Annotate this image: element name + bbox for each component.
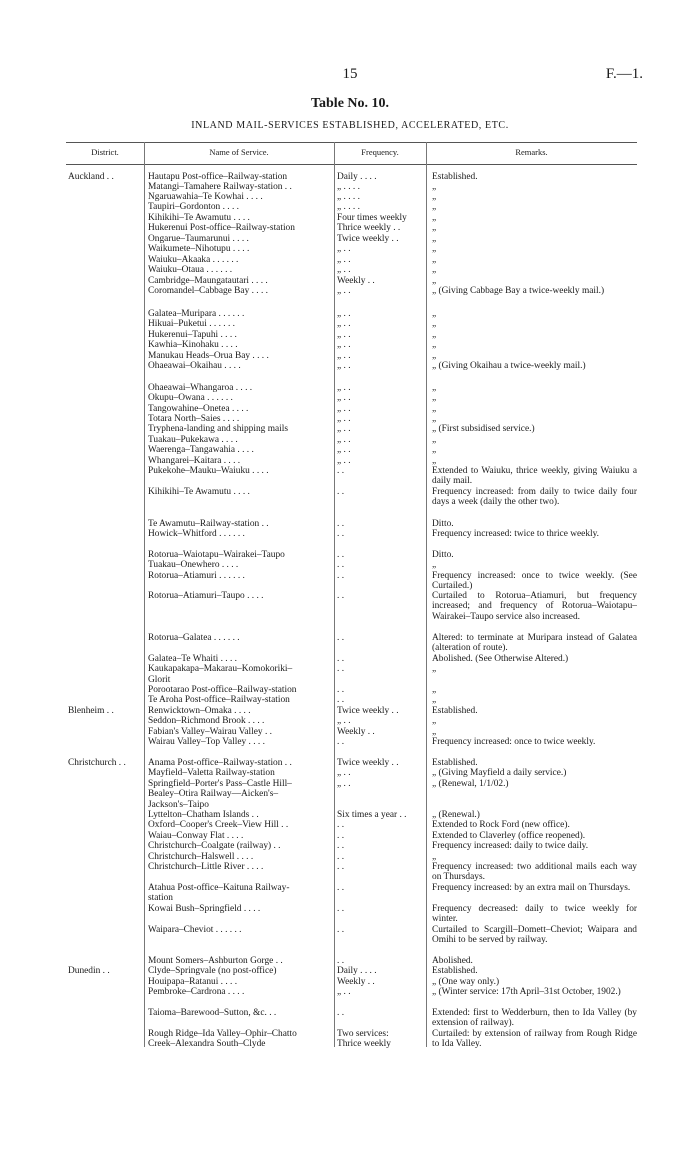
service-cell: Te Aroha Post-office–Railway-station [148,695,290,705]
remarks-cell: Frequency increased: daily to twice daily. [432,841,589,851]
service-cell: Christchurch–Little River . . . . [148,862,264,872]
frequency-cell: Weekly . . [337,727,375,737]
frequency-cell: . . [337,841,345,851]
service-cell: Rough Ridge–Ida Valley–Ophir–Chatto [148,1029,297,1039]
district-cell: Dunedin . . [68,966,110,976]
remarks-cell: „ [432,404,437,414]
frequency-cell: . . [337,956,345,966]
frequency-cell: . . [337,466,345,476]
service-cell: Seddon–Richmond Brook . . . . [148,716,265,726]
service-cell: Whangarei–Kaitara . . . . [148,456,241,466]
remarks-cell: Frequency decreased: daily to twice weekly for winter. [432,904,637,925]
remarks-cell: Curtailed to Rotorua–Atiamuri, but frequency increased; and frequency of Rotorua–Waiotapu–Wairakei–Taupo service also increased. [432,591,637,622]
remarks-cell: „ [432,664,437,674]
remarks-cell: „ [432,255,437,265]
frequency-cell: Six times a year . . [337,810,407,820]
service-cell: Hukerenui Post-office–Railway-station [148,223,295,233]
column-header-service: Name of Service. [209,147,269,157]
frequency-cell: . . [337,487,345,497]
frequency-cell: . . [337,1008,345,1018]
frequency-cell: . . [337,664,345,674]
service-cell: Manukau Heads–Orua Bay . . . . [148,351,269,361]
remarks-cell: „ (First subsidised service.) [432,424,535,434]
service-cell: Hikuai–Puketui . . . . . . [148,319,235,329]
service-cell: Christchurch–Halswell . . . . [148,852,254,862]
frequency-cell: „ . . . . [337,192,360,202]
remarks-cell: Extended to Rock Ford (new office). [432,820,570,830]
frequency-cell: Thrice weekly [337,1039,391,1049]
service-cell: Rotorua–Galatea . . . . . . [148,633,240,643]
remarks-cell: Curtailed to Scargill–Domett–Cheviot; Waipara and Omihi to be served by railway. [432,925,637,946]
remarks-cell: Frequency increased: from daily to twice daily four days a week (daily the other two). [432,487,637,508]
service-cell: Mayfield–Valetta Railway-station [148,768,275,778]
frequency-cell: Daily . . . . [337,172,377,182]
frequency-cell: . . [337,852,345,862]
service-cell: Hukerenui–Tapuhi . . . . [148,330,237,340]
remarks-cell: „ (Renewal.) [432,810,480,820]
frequency-cell: . . [337,904,345,914]
remarks-cell: „ [432,330,437,340]
column-header-frequency: Frequency. [361,147,399,157]
remarks-cell: Abolished. [432,956,473,966]
frequency-cell: . . [337,737,345,747]
service-cell: Porootarao Post-office–Railway-station [148,685,297,695]
service-cell: Matangi–Tamahere Railway-station . . [148,182,292,192]
service-cell: Pembroke–Cardrona . . . . [148,987,245,997]
frequency-cell: „ . . [337,244,351,254]
frequency-cell: . . [337,820,345,830]
service-cell: Waiuku–Akaaka . . . . . . [148,255,239,265]
frequency-cell: „ . . [337,286,351,296]
remarks-cell: „ [432,727,437,737]
service-cell: Te Awamutu–Railway-station . . [148,519,269,529]
service-cell: Tuakau–Onewhero . . . . [148,560,239,570]
remarks-cell: „ [432,340,437,350]
service-cell: Pukekohe–Mauku–Waiuku . . . . [148,466,269,476]
remarks-cell: „ [432,182,437,192]
frequency-cell: „ . . . . [337,182,360,192]
service-cell: Christchurch–Coalgate (railway) . . [148,841,281,851]
remarks-cell: Altered: to terminate at Muripara instead of Galatea (alteration of route). [432,633,637,654]
remarks-cell: „ [432,560,437,570]
service-cell: Tangowahine–Onetea . . . . [148,404,249,414]
frequency-cell: Weekly . . [337,977,375,987]
remarks-cell: Extended to Claverley (office reopened). [432,831,586,841]
remarks-cell: „ [432,319,437,329]
frequency-cell: „ . . [337,340,351,350]
document-reference: F.—1. [605,66,643,82]
remarks-cell: „ [432,716,437,726]
remarks-cell: Frequency increased: two additional mails each way on Thursdays. [432,862,637,883]
remarks-cell: „ [432,456,437,466]
service-cell: Lyttelton–Chatham Islands . . [148,810,259,820]
service-cell: Wairau Valley–Top Valley . . . . [148,737,265,747]
frequency-cell: . . [337,529,345,539]
service-cell: Coromandel–Cabbage Bay . . . . [148,286,269,296]
column-divider [334,142,335,1047]
column-header-district: District. [91,147,119,157]
service-cell: Ohaeawai–Whangaroa . . . . [148,383,253,393]
service-cell: Okupu–Owana . . . . . . [148,393,233,403]
frequency-cell: . . [337,654,345,664]
service-cell: Waerenga–Tangawahia . . . . [148,445,254,455]
remarks-cell: „ [432,276,437,286]
remarks-cell: „ (Giving Mayfield a daily service.) [432,768,567,778]
frequency-cell: . . [337,633,345,643]
frequency-cell: „ . . [337,445,351,455]
remarks-cell: „ [432,265,437,275]
service-cell: Kihikihi–Te Awamutu . . . . [148,213,250,223]
frequency-cell: „ . . [337,393,351,403]
remarks-cell: „ (One way only.) [432,977,500,987]
frequency-cell: „ . . [337,716,351,726]
service-cell: Kaukapakapa–Makarau–Komokoriki– [148,664,293,674]
column-divider [426,142,427,1047]
remarks-cell: „ [432,309,437,319]
remarks-cell: Extended to Waiuku, thrice weekly, giving Waiuku a daily mail. [432,466,637,487]
service-cell: station [148,893,173,903]
service-cell: Howick–Whitford . . . . . . [148,529,245,539]
remarks-cell: „ [432,202,437,212]
remarks-cell: „ (Giving Okaihau a twice-weekly mail.) [432,361,586,371]
remarks-cell: „ [432,414,437,424]
service-cell: Glorit [148,675,171,685]
service-cell: Rotorua–Waiotapu–Wairakei–Taupo [148,550,285,560]
frequency-cell: „ . . [337,351,351,361]
service-cell: Cambridge–Maungatautari . . . . [148,276,268,286]
service-cell: Mount Somers–Ashburton Gorge . . [148,956,283,966]
remarks-cell: Frequency increased: by an extra mail on Thursdays. [432,883,631,893]
remarks-cell: Frequency increased: once to twice weekly. (See Curtailed.) [432,571,637,592]
remarks-cell: „ [432,695,437,705]
frequency-cell: „ . . [337,768,351,778]
frequency-cell: „ . . . . [337,202,360,212]
frequency-cell: Twice weekly . . [337,234,399,244]
service-cell: Bealey–Otira Railway—Aicken's– [148,789,279,799]
service-cell: Tryphena-landing and shipping mails [148,424,289,434]
service-cell: Totara North–Saies . . . . [148,414,240,424]
service-cell: Clyde–Springvale (no post-office) [148,966,277,976]
remarks-cell: Established. [432,966,478,976]
service-cell: Waiau–Conway Flat . . . . [148,831,244,841]
district-cell: Auckland . . [68,172,114,182]
frequency-cell: . . [337,695,345,705]
frequency-cell: „ . . [337,456,351,466]
district-cell: Blenheim . . [68,706,114,716]
remarks-cell: „ (Winter service: 17th April–31st October, 1902.) [432,987,621,997]
frequency-cell: . . [337,571,345,581]
frequency-cell: Twice weekly . . [337,706,399,716]
service-cell: Kawhia–Kinohaku . . . . [148,340,238,350]
table-header [66,142,637,165]
frequency-cell: „ . . [337,319,351,329]
frequency-cell: Thrice weekly . . [337,223,401,233]
service-cell: Atahua Post-office–Kaituna Railway- [148,883,290,893]
frequency-cell: Twice weekly . . [337,758,399,768]
table-title: Table No. 10. [310,96,390,111]
remarks-cell: Extended: first to Wedderburn, then to Ida Valley (by extension of railway). [432,1008,637,1029]
remarks-cell: „ [432,393,437,403]
service-cell: Waiuku–Otaua . . . . . . [148,265,233,275]
service-cell: Waipara–Cheviot . . . . . . [148,925,242,935]
frequency-cell: . . [337,591,345,601]
frequency-cell: . . [337,560,345,570]
frequency-cell: . . [337,519,345,529]
frequency-cell: „ . . [337,404,351,414]
frequency-cell: „ . . [337,414,351,424]
frequency-cell: „ . . [337,779,351,789]
remarks-cell: „ [432,852,437,862]
column-divider [144,142,145,1047]
remarks-cell: „ [432,445,437,455]
page-number: 15 [342,66,358,82]
service-cell: Anama Post-office–Railway-station . . [148,758,292,768]
service-cell: Renwicktown–Omaka . . . . [148,706,251,716]
remarks-cell: „ [432,192,437,202]
remarks-cell: „ [432,244,437,254]
service-cell: Springfield–Porter's Pass–Castle Hill– [148,779,292,789]
remarks-cell: „ [432,351,437,361]
frequency-cell: . . [337,550,345,560]
service-cell: Rotorua–Atiamuri . . . . . . [148,571,245,581]
frequency-cell: . . [337,831,345,841]
frequency-cell: „ . . [337,383,351,393]
remarks-cell: „ [432,685,437,695]
service-cell: Ohaeawai–Okaihau . . . . [148,361,241,371]
service-cell: Houipapa–Ratanui . . . . [148,977,238,987]
remarks-cell: „ [432,234,437,244]
service-cell: Rotorua–Atiamuri–Taupo . . . . [148,591,264,601]
service-cell: Kihikihi–Te Awamutu . . . . [148,487,250,497]
service-cell: Waikumete–Nihotupu . . . . [148,244,250,254]
remarks-cell: „ [432,213,437,223]
service-cell: Taupiri–Gordonton . . . . [148,202,239,212]
frequency-cell: „ . . [337,424,351,434]
service-cell: Kowai Bush–Springfield . . . . [148,904,261,914]
service-cell: Ongarue–Taumarunui . . . . [148,234,249,244]
remarks-cell: Established. [432,172,478,182]
service-cell: Ngaruawahia–Te Kowhai . . . . [148,192,263,202]
service-cell: Fabian's Valley–Wairau Valley . . [148,727,272,737]
remarks-cell: Frequency increased: once to twice weekly. [432,737,596,747]
frequency-cell: „ . . [337,265,351,275]
remarks-cell: Curtailed: by extension of railway from Rough Ridge to Ida Valley. [432,1029,637,1050]
remarks-cell: „ (Renewal, 1/1/02.) [432,779,509,789]
remarks-cell: Frequency increased: twice to thrice weekly. [432,529,600,539]
frequency-cell: „ . . [337,361,351,371]
remarks-cell: „ (Giving Cabbage Bay a twice-weekly mail.) [432,286,605,296]
service-cell: Galatea–Te Whaiti . . . . [148,654,237,664]
remarks-cell: „ [432,223,437,233]
service-cell: Galatea–Muripara . . . . . . [148,309,245,319]
frequency-cell: Weekly . . [337,276,375,286]
remarks-cell: Ditto. [432,550,454,560]
service-cell: Oxford–Cooper's Creek–View Hill . . [148,820,289,830]
remarks-cell: Established. [432,758,478,768]
column-header-remarks: Remarks. [515,147,548,157]
frequency-cell: Four times weekly [337,213,407,223]
frequency-cell: Daily . . . . [337,966,377,976]
service-cell: Tuakau–Pukekawa . . . . [148,435,238,445]
frequency-cell: . . [337,925,345,935]
remarks-cell: „ [432,435,437,445]
frequency-cell: „ . . [337,309,351,319]
frequency-cell: „ . . [337,987,351,997]
service-cell: Creek–Alexandra South–Clyde [148,1039,266,1049]
frequency-cell: . . [337,862,345,872]
frequency-cell: „ . . [337,330,351,340]
remarks-cell: Abolished. (See Otherwise Altered.) [432,654,569,664]
remarks-cell: Established. [432,706,478,716]
frequency-cell: „ . . [337,255,351,265]
frequency-cell: . . [337,883,345,893]
district-cell: Christchurch . . [68,758,126,768]
service-cell: Taioma–Barewood–Sutton, &c. . . [148,1008,277,1018]
frequency-cell: . . [337,685,345,695]
frequency-cell: „ . . [337,435,351,445]
frequency-cell: Two services: [337,1029,389,1039]
service-cell: Jackson's–Taipo [148,800,209,810]
table-subtitle: INLAND MAIL-SERVICES ESTABLISHED, ACCELERATED, ETC. [191,120,509,131]
remarks-cell: Ditto. [432,519,454,529]
service-cell: Hautapu Post-office–Railway-station [148,172,288,182]
remarks-cell: „ [432,383,437,393]
